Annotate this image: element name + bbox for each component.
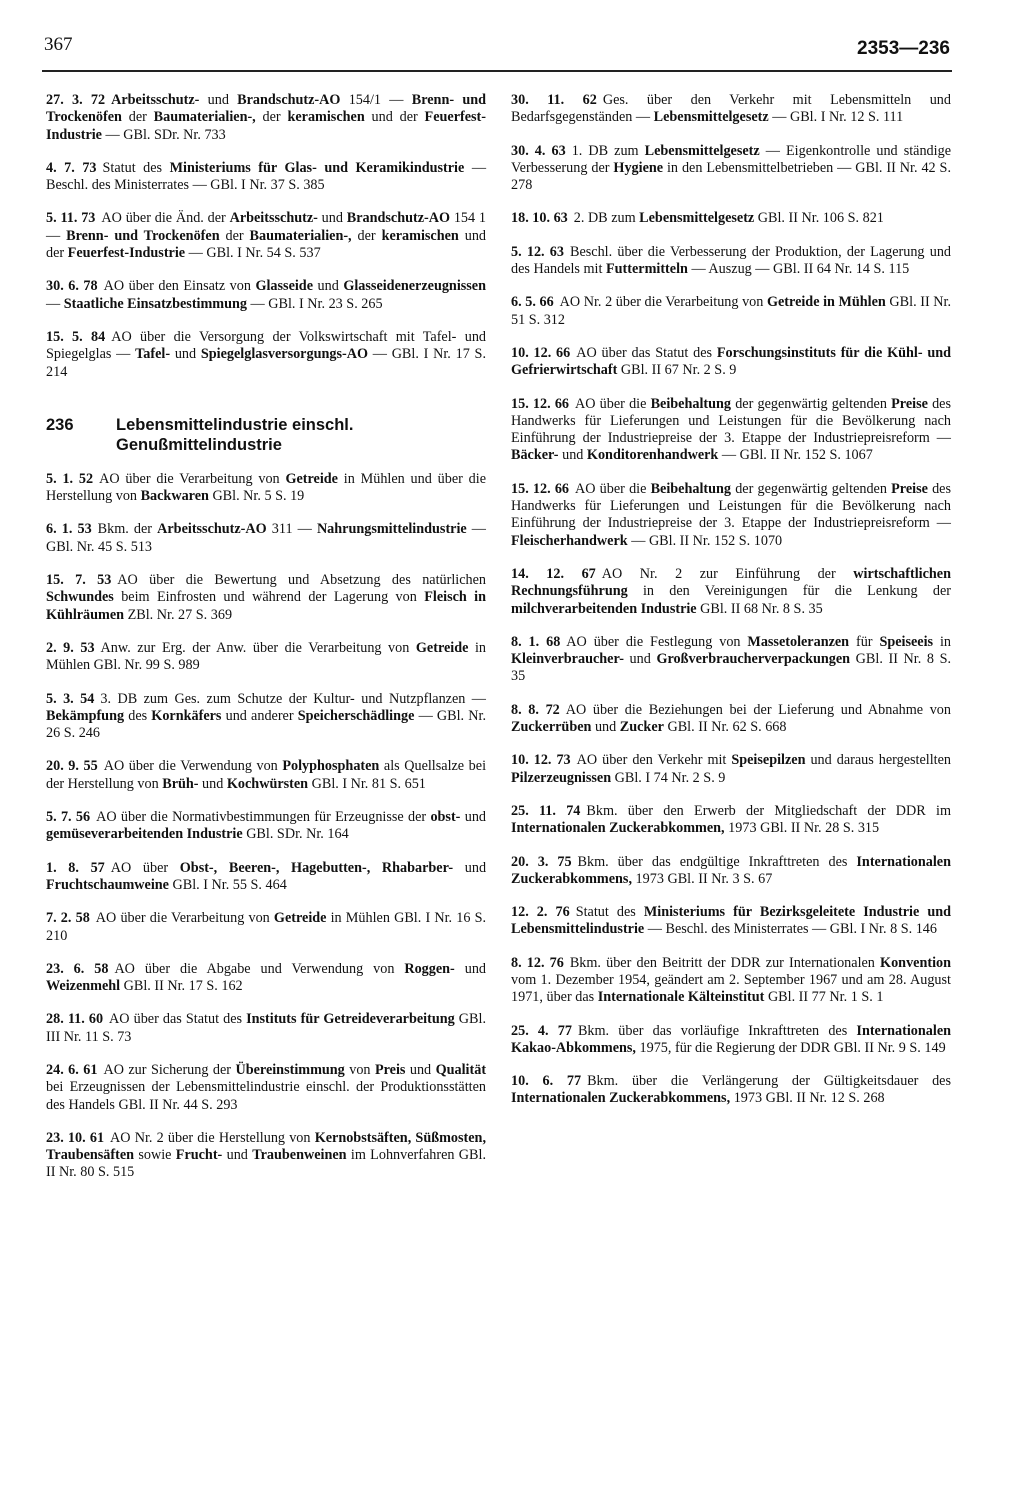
entry-date: 5. 12. 63 bbox=[511, 243, 564, 260]
entry-text: 3. DB zum Ges. zum Schutze der Kultur- und Nutzpflanzen — bbox=[100, 690, 486, 707]
entry-date: 8. 1. 68 bbox=[511, 633, 561, 650]
entry bbox=[46, 1130, 486, 1182]
entry-keyword: Fleischerhandwerk bbox=[511, 532, 628, 549]
entry bbox=[511, 752, 951, 787]
entry-text: AO über die Verarbeitung von bbox=[95, 910, 274, 927]
entry-text: GBl. I 74 Nr. 2 S. 9 bbox=[611, 769, 726, 786]
entry-text: — Beschl. des Ministerrates — GBl. I Nr. 8 S. 146 bbox=[644, 921, 937, 938]
entry bbox=[511, 904, 951, 939]
entry-text: 2. DB zum bbox=[573, 210, 640, 227]
entry-text: AO Nr. 2 über die Herstellung von bbox=[110, 1129, 315, 1146]
entry-text: der bbox=[255, 109, 288, 126]
section-code: 2353—236 bbox=[857, 38, 950, 59]
section-heading bbox=[46, 415, 486, 455]
entry-text: Statut des bbox=[102, 159, 170, 176]
entry-keyword: Speiseeis bbox=[879, 633, 934, 650]
entry-date: 5. 1. 52 bbox=[46, 470, 94, 487]
entry bbox=[46, 1062, 486, 1114]
entry-date: 8. 8. 72 bbox=[511, 701, 560, 718]
entry-keyword: Feuerfest-Industrie bbox=[67, 245, 186, 262]
entry-keyword: Feuerfest-Industrie bbox=[46, 109, 486, 143]
entry-text: AO über die Beziehungen bei der Lieferung und Abnahme von bbox=[565, 701, 951, 718]
entry-text: und daraus hergestellten bbox=[805, 752, 951, 769]
entry-keyword: Baumaterialien-, bbox=[249, 227, 352, 244]
entry-text: im Lohnverfahren GBl. II Nr. 80 S. 515 bbox=[46, 1147, 487, 1181]
entry-keyword: Arbeitsschutz- bbox=[229, 210, 318, 227]
entry-list bbox=[46, 92, 486, 381]
section-number: 236 bbox=[46, 415, 74, 434]
entry bbox=[511, 854, 951, 889]
entry bbox=[511, 92, 951, 127]
entry-date: 24. 6. 61 bbox=[46, 1061, 98, 1078]
entry-text: 1973 GBl. II Nr. 12 S. 268 bbox=[730, 1090, 885, 1107]
entry-text: — Beschl. des Ministerrates — GBl. I Nr. 37 S. 385 bbox=[46, 159, 487, 194]
entry-text: sowie bbox=[134, 1147, 176, 1164]
entry-keyword: milchverarbeitenden Industrie bbox=[511, 600, 697, 617]
entry-text: und bbox=[453, 859, 487, 876]
entry bbox=[46, 758, 486, 793]
entry-date: 5. 11. 73 bbox=[46, 210, 96, 227]
entry-keyword: Konditorenhandwerk bbox=[586, 447, 719, 464]
entry-text: der gegenwärtig geltenden bbox=[731, 395, 892, 412]
entry-list bbox=[511, 92, 951, 1108]
entry bbox=[46, 521, 486, 556]
entry-keyword: Obst-, Beeren-, Hagebutten-, Rhabarber- bbox=[179, 859, 454, 876]
entry bbox=[511, 345, 951, 380]
entry-text: GBl. II Nr. 51 S. 312 bbox=[511, 294, 951, 328]
entry bbox=[46, 691, 486, 743]
entry-keyword: Schwundes bbox=[46, 589, 114, 606]
entry-text: — GBl. I Nr. 54 S. 537 bbox=[185, 245, 321, 262]
entry-keyword: Lebensmittelgesetz bbox=[639, 210, 755, 227]
entry-text: vom 1. Dezember 1954, geändert am 2. September 1967 und am 28. August 1971, über das bbox=[511, 971, 951, 1006]
entry-keyword: Kernobstsäften, Süßmosten, Traubensäften bbox=[46, 1129, 486, 1164]
entry-keyword: Internationalen Zuckerabkommens, bbox=[511, 853, 951, 887]
entry-date: 10. 12. 66 bbox=[511, 344, 571, 361]
entry-keyword: Ministeriums für Bezirksgeleitete Industrie und Lebensmittelindustrie bbox=[511, 904, 951, 938]
entry-text: GBl. Nr. 5 S. 19 bbox=[208, 488, 305, 505]
entry-keyword: keramischen bbox=[287, 109, 365, 126]
right-column bbox=[511, 92, 951, 1124]
entry-text: AO über das Statut des bbox=[109, 1011, 247, 1028]
entry-keyword: Tafel- bbox=[135, 346, 171, 363]
entry-text: GBl. III Nr. 11 S. 73 bbox=[46, 1011, 486, 1045]
entry-keyword: Kleinverbraucher- bbox=[511, 651, 624, 668]
entry-text: GBl. SDr. Nr. 164 bbox=[242, 826, 349, 843]
entry-text: und bbox=[222, 1147, 253, 1164]
entry-text: bei Erzeugnissen der Lebensmittelindustrie einschl. der Produktionsstätten des Handels GBl. II Nr. 44 S. 293 bbox=[46, 1079, 486, 1113]
entry-keyword: Brüh- bbox=[162, 775, 199, 792]
entry-keyword: Internationalen Zuckerabkommens, bbox=[511, 1090, 731, 1107]
entry-text: AO über den Verkehr mit bbox=[576, 752, 732, 769]
entry-keyword: Internationalen Kakao-Abkommens, bbox=[511, 1022, 952, 1056]
entry bbox=[511, 566, 951, 618]
entry-text: der bbox=[351, 227, 382, 244]
entry-keyword: Internationale Kälteinstitut bbox=[597, 989, 765, 1006]
entry-text: für bbox=[849, 633, 880, 650]
entry-text: und bbox=[558, 447, 587, 464]
entry-text: GBl. II Nr. 62 S. 668 bbox=[663, 719, 787, 736]
entry-text: Bkm. über das endgültige Inkrafttreten des bbox=[577, 853, 857, 870]
entry-text: 1973 GBl. II Nr. 3 S. 67 bbox=[632, 870, 773, 887]
entry-date: 7. 2. 58 bbox=[46, 910, 90, 927]
entry-text: der gegenwärtig geltenden bbox=[731, 480, 892, 497]
entry-date: 30. 11. 62 bbox=[511, 92, 597, 108]
entry-keyword: Qualität bbox=[435, 1061, 487, 1078]
entry-date: 6. 5. 66 bbox=[511, 294, 554, 311]
entry-date: 1. 8. 57 bbox=[46, 859, 105, 876]
entry-text: — GBl. II Nr. 152 S. 1067 bbox=[718, 447, 873, 464]
entry bbox=[511, 294, 951, 329]
entry-keyword: gemüseverarbeitenden Industrie bbox=[46, 826, 243, 843]
entry-keyword: Lebensmittelgesetz bbox=[653, 109, 769, 126]
entry-text: des Handwerks für Lieferungen und Leistungen für die Bevölkerung nach Einführung der Industriepreise der 3. Etappe der Industriepreisreform — bbox=[511, 480, 951, 532]
entry bbox=[511, 143, 951, 195]
entry-text: und bbox=[591, 719, 620, 736]
entry-text: beim Einfrosten und während der Lagerung von bbox=[113, 589, 425, 606]
entry-keyword: Frucht- bbox=[175, 1147, 223, 1164]
entry-text: GBl. II Nr. 106 S. 821 bbox=[754, 210, 884, 227]
entry-text: der bbox=[121, 109, 154, 126]
entry bbox=[46, 278, 486, 313]
entry-text: Statut des bbox=[575, 904, 644, 921]
entry-text: Bkm. der bbox=[97, 521, 158, 538]
entry-keyword: Getreide bbox=[273, 910, 327, 927]
entry-keyword: Spiegelglasversorgungs-AO bbox=[200, 346, 368, 363]
left-column bbox=[46, 92, 486, 1198]
entry bbox=[46, 92, 486, 144]
entry-text: GBl. II 77 Nr. 1 S. 1 bbox=[764, 989, 884, 1006]
entry-keyword: Forschungsinstituts für die Kühl- und Gefrierwirtschaft bbox=[511, 344, 952, 379]
entry bbox=[511, 244, 951, 279]
entry-keyword: Roggen- bbox=[404, 960, 455, 977]
entry bbox=[46, 1011, 486, 1046]
entry-text: GBl. II Nr. 8 S. 35 bbox=[511, 651, 952, 685]
entry-keyword: Brandschutz-AO bbox=[237, 92, 341, 108]
entry-keyword: obst- bbox=[430, 809, 461, 826]
entry-keyword: Kochwürsten bbox=[226, 775, 309, 792]
entry-keyword: Fleisch in Kühlräumen bbox=[46, 589, 487, 623]
entry-date: 6. 1. 53 bbox=[46, 521, 92, 538]
entry-text: — Eigenkontrolle und ständige Verbesserung der bbox=[511, 142, 951, 176]
entry-text: von bbox=[344, 1061, 375, 1078]
entry bbox=[46, 210, 486, 262]
entry-text: AO über die bbox=[575, 395, 651, 412]
entry-keyword: Glasseidenerzeugnissen bbox=[343, 278, 486, 295]
entry-text: — Auszug — GBl. II 64 Nr. 14 S. 115 bbox=[687, 261, 910, 278]
page-number: 367 bbox=[44, 34, 73, 55]
entry-date: 4. 7. 73 bbox=[46, 159, 97, 176]
entry-text: 311 — bbox=[266, 521, 317, 538]
entry-date: 18. 10. 63 bbox=[511, 210, 568, 227]
entry bbox=[46, 961, 486, 996]
entry-date: 20. 3. 75 bbox=[511, 853, 572, 870]
entry-text: und anderer bbox=[221, 707, 298, 724]
entry-text: des Handwerks für Lieferungen und Leistungen für die Bevölkerung nach Einführung der Industriepreise der 3. Etappe der Industriepreisreform — bbox=[511, 395, 951, 447]
entry-date: 28. 11. 60 bbox=[46, 1011, 104, 1028]
entry-keyword: Preis bbox=[374, 1061, 406, 1078]
entry-date: 15. 5. 84 bbox=[46, 328, 106, 345]
entry-text: und bbox=[317, 210, 347, 227]
entry-keyword: Beibehaltung bbox=[650, 480, 732, 497]
entry-keyword: Nahrungsmittelindustrie bbox=[316, 521, 467, 538]
entry-keyword: Internationalen Zuckerabkommen, bbox=[511, 820, 725, 837]
entry-date: 30. 4. 63 bbox=[511, 142, 566, 159]
entry-text: Anw. zur Erg. der Anw. über die Verarbeitung von bbox=[100, 639, 416, 656]
entry-text: 1973 GBl. II Nr. 28 S. 315 bbox=[724, 820, 880, 837]
entry-keyword: Preise bbox=[891, 480, 928, 497]
entry-text: AO zur Sicherung der bbox=[103, 1061, 236, 1078]
entry-text: und bbox=[198, 775, 227, 792]
entry-text: AO über die Verwendung von bbox=[103, 758, 283, 775]
entry-keyword: Weizenmehl bbox=[46, 978, 121, 995]
entry-text: 1. DB zum bbox=[571, 142, 645, 159]
entry bbox=[46, 572, 486, 624]
entry-text: des bbox=[124, 707, 152, 724]
entry-list bbox=[46, 471, 486, 1182]
entry-text: Bkm. über den Erwerb der Mitgliedschaft der DDR im bbox=[586, 802, 951, 819]
entry-text: — GBl. SDr. Nr. 733 bbox=[101, 126, 226, 143]
entry bbox=[511, 702, 951, 737]
entry-keyword: Preise bbox=[891, 395, 928, 412]
entry-text: AO über die Änd. der bbox=[101, 210, 230, 227]
entry-text: 154 1 — bbox=[46, 210, 487, 244]
entry-text: AO über das Statut des bbox=[576, 344, 717, 361]
entry-keyword: Bäcker- bbox=[511, 447, 559, 464]
entry-keyword: Speicherschädlinge bbox=[297, 707, 415, 724]
entry-text: Bkm. über das vorläufige Inkrafttreten des bbox=[577, 1022, 857, 1039]
entry-date: 27. 3. 72 bbox=[46, 92, 106, 108]
entry-date: 30. 6. 78 bbox=[46, 278, 98, 295]
entry bbox=[511, 481, 951, 550]
entry-keyword: Arbeitsschutz- bbox=[111, 92, 200, 108]
section-title: Lebensmittelindustrie einschl. Genußmittelindustrie bbox=[116, 415, 354, 454]
entry-keyword: Brenn- und Trockenöfen bbox=[66, 227, 220, 244]
entry-text: — GBl. I Nr. 17 S. 214 bbox=[46, 346, 486, 380]
entry-keyword: Fruchtschaumweine bbox=[46, 876, 169, 893]
entry-text: und der bbox=[46, 227, 487, 262]
entry-date: 12. 2. 76 bbox=[511, 904, 570, 921]
entry-text: und bbox=[454, 960, 487, 977]
entry bbox=[511, 396, 951, 465]
entry-keyword: Staatliche Einsatzbestimmung bbox=[63, 295, 247, 312]
entry-keyword: Getreide bbox=[415, 639, 469, 656]
entry-text: in den Vereinigungen für die Lenkung der bbox=[627, 583, 951, 600]
entry bbox=[46, 910, 486, 945]
entry-date: 15. 12. 66 bbox=[511, 480, 570, 497]
entry-keyword: Backwaren bbox=[140, 488, 209, 505]
entry-date: 25. 4. 77 bbox=[511, 1022, 572, 1039]
entry-text: und bbox=[623, 651, 657, 668]
entry bbox=[511, 1023, 951, 1058]
entry-keyword: Zucker bbox=[619, 719, 664, 736]
entry-text: — GBl. I Nr. 23 S. 265 bbox=[247, 295, 383, 312]
entry-text: AO über die Normativbestimmungen für Erzeugnisse der bbox=[96, 809, 431, 826]
entry-text: in bbox=[933, 633, 951, 650]
entry-keyword: Zuckerrüben bbox=[511, 719, 592, 736]
entry-text: in Mühlen GBl. Nr. 99 S. 989 bbox=[46, 639, 486, 674]
entry bbox=[511, 1073, 951, 1108]
entry-text: GBl. II 67 Nr. 2 S. 9 bbox=[617, 362, 737, 379]
entry-keyword: Traubenweinen bbox=[252, 1147, 347, 1164]
entry-text: als Quellsalze bei der Herstellung von bbox=[46, 758, 487, 792]
entry-date: 5. 7. 56 bbox=[46, 809, 91, 826]
entry-date: 2. 9. 53 bbox=[46, 639, 95, 656]
entry bbox=[46, 471, 486, 506]
entry-date: 15. 7. 53 bbox=[46, 572, 112, 589]
entry-keyword: Brandschutz-AO bbox=[346, 210, 451, 227]
entry-date: 23. 10. 61 bbox=[46, 1129, 105, 1146]
entry-text: Bkm. über die Verlängerung der Gültigkeitsdauer des bbox=[587, 1073, 951, 1090]
entry-text: 1975, für die Regierung der DDR GBl. II Nr. 9 S. 149 bbox=[635, 1039, 946, 1056]
entry-text: GBl. I Nr. 55 S. 464 bbox=[168, 876, 287, 893]
entry-text: — GBl. Nr. 26 S. 246 bbox=[46, 707, 486, 742]
entry-date: 15. 12. 66 bbox=[511, 395, 570, 412]
entry bbox=[511, 634, 951, 686]
entry bbox=[46, 160, 486, 195]
entry-date: 8. 12. 76 bbox=[511, 954, 564, 971]
entry-text: AO über die Festlegung von bbox=[566, 633, 748, 650]
entry-text: AO über bbox=[110, 859, 180, 876]
entry-date: 20. 9. 55 bbox=[46, 758, 98, 775]
entry-text: und bbox=[199, 92, 238, 108]
entry-keyword: Großverbraucherverpackungen bbox=[656, 651, 851, 668]
entry-keyword: Brenn- und Trockenöfen bbox=[46, 92, 486, 126]
entry-text: und bbox=[170, 346, 201, 363]
entry-keyword: Speisepilzen bbox=[731, 752, 806, 769]
entry-text: AO über die Bewertung und Absetzung des natürlichen bbox=[117, 572, 487, 589]
entry-date: 23. 6. 58 bbox=[46, 960, 109, 977]
entry-keyword: Pilzerzeugnissen bbox=[511, 769, 612, 786]
entry bbox=[46, 640, 486, 675]
entry-text: AO über die bbox=[575, 480, 651, 497]
entry-keyword: Konvention bbox=[880, 954, 951, 971]
entry-date: 14. 12. 67 bbox=[511, 565, 596, 582]
entry-text: der bbox=[219, 227, 250, 244]
entry-text: Ges. über den Verkehr mit Lebensmitteln und Bedarfsgegenständen — bbox=[511, 92, 951, 126]
entry bbox=[511, 210, 951, 227]
entry-text: AO über die Verarbeitung von bbox=[99, 470, 286, 487]
entry-date: 10. 6. 77 bbox=[511, 1073, 582, 1090]
entry-text: GBl. II Nr. 17 S. 162 bbox=[120, 978, 243, 995]
entry-keyword: Instituts für Getreideverarbeitung bbox=[246, 1011, 455, 1028]
entry-text: — bbox=[46, 295, 64, 312]
entry-keyword: Getreide bbox=[285, 470, 338, 487]
entry-keyword: Massetoleranzen bbox=[747, 633, 850, 650]
entry-text: in den Lebensmittelbetrieben — GBl. II Nr. 42 S. 278 bbox=[511, 159, 951, 194]
entry-text: AO über die Abgabe und Verwendung von bbox=[114, 960, 405, 977]
entry-keyword: Glasseide bbox=[255, 278, 313, 295]
entry-text: in Mühlen und über die Herstellung von bbox=[46, 470, 486, 505]
entry-keyword: Lebensmittelgesetz bbox=[644, 142, 760, 159]
entry-keyword: Baumaterialien-, bbox=[153, 109, 256, 126]
entry-text: Beschl. über die Verbesserung der Produktion, der Lagerung und des Handels mit bbox=[511, 243, 952, 278]
entry-keyword: Bekämpfung bbox=[46, 707, 125, 724]
entry-text: AO Nr. 2 zur Einführung der bbox=[601, 565, 854, 582]
entry-keyword: Polyphosphaten bbox=[282, 758, 380, 775]
entry-text: — GBl. I Nr. 12 S. 111 bbox=[768, 109, 904, 126]
entry-text: GBl. II 68 Nr. 8 S. 35 bbox=[696, 600, 823, 617]
entry-text: in Mühlen GBl. I Nr. 16 S. 210 bbox=[46, 910, 487, 944]
entry-text: AO Nr. 2 über die Verarbeitung von bbox=[559, 294, 767, 311]
entry-text: AO über die Versorgung der Volkswirtschaft mit Tafel- und Spiegelglas — bbox=[46, 328, 487, 363]
entry-keyword: Arbeitsschutz-AO bbox=[157, 521, 267, 538]
entry-keyword: keramischen bbox=[381, 227, 459, 244]
entry-text: und bbox=[313, 278, 344, 295]
entry-keyword: Beibehaltung bbox=[650, 395, 732, 412]
entry bbox=[46, 809, 486, 844]
entry-text: — GBl. II Nr. 152 S. 1070 bbox=[627, 532, 783, 549]
entry-keyword: Kornkäfers bbox=[151, 707, 222, 724]
entry-keyword: Ministeriums für Glas- und Keramikindustrie bbox=[169, 159, 465, 176]
entry-keyword: Hygiene bbox=[613, 159, 664, 176]
header-rule bbox=[42, 70, 952, 72]
entry-text: und der bbox=[364, 109, 425, 126]
entry-text: Bkm. über den Beitritt der DDR zur Internationalen bbox=[569, 954, 881, 971]
entry-date: 10. 12. 73 bbox=[511, 752, 571, 769]
entry-text: und bbox=[460, 809, 486, 826]
entry-text: — GBl. Nr. 45 S. 513 bbox=[46, 521, 486, 555]
entry-text: AO über den Einsatz von bbox=[103, 278, 256, 295]
entry-text: und bbox=[405, 1061, 436, 1078]
entry-text: GBl. I Nr. 81 S. 651 bbox=[308, 775, 426, 792]
entry bbox=[46, 860, 486, 895]
entry bbox=[46, 329, 486, 381]
entry-keyword: wirtschaftlichen Rechnungsführung bbox=[511, 565, 951, 600]
entry-text: ZBl. Nr. 27 S. 369 bbox=[124, 606, 233, 623]
entry-date: 5. 3. 54 bbox=[46, 690, 95, 707]
entry-keyword: Futtermitteln bbox=[605, 261, 688, 278]
entry bbox=[511, 955, 951, 1007]
entry-keyword: Übereinstimmung bbox=[235, 1061, 345, 1078]
entry-keyword: Getreide in Mühlen bbox=[766, 294, 886, 311]
entry-text: 154/1 — bbox=[340, 92, 412, 108]
entry bbox=[511, 803, 951, 838]
entry-date: 25. 11. 74 bbox=[511, 802, 581, 819]
